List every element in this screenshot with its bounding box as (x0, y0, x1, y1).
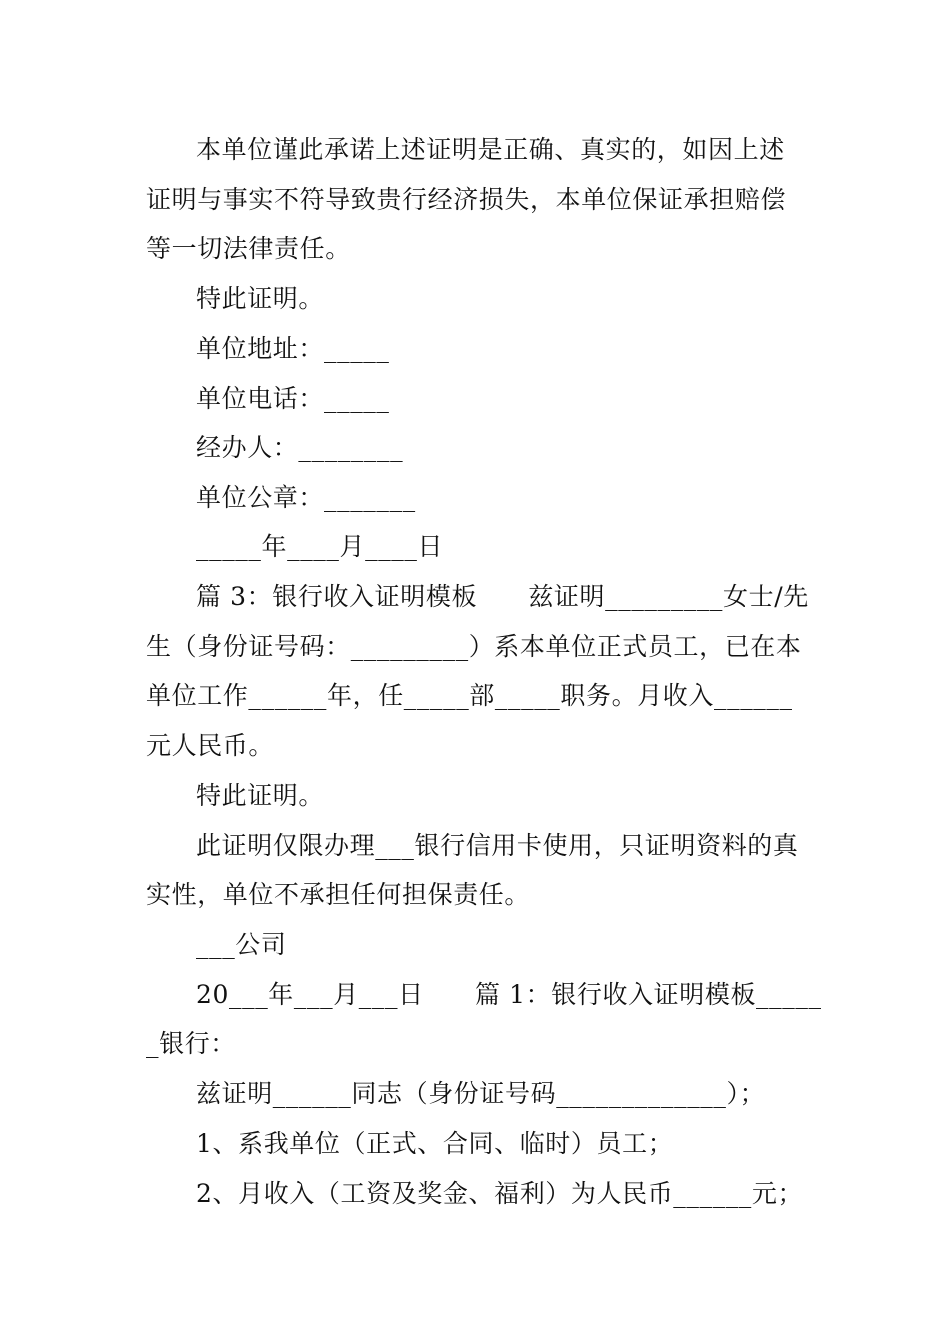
address-field-line: 单位地址：_____ (196, 334, 390, 363)
paragraph-line: 特此证明。 (196, 781, 325, 810)
seal-field-line: 单位公章：_______ (196, 483, 416, 512)
paragraph-line: 元人民币。 (146, 731, 275, 760)
company-line: ___公司 (196, 930, 287, 959)
paragraph-line: _银行： (146, 1029, 236, 1058)
paragraph-line: 单位工作______年，任_____部_____职务。月收入______ (146, 681, 793, 710)
date-line: _____年____月____日 (196, 532, 444, 561)
section-heading-line: 篇 3：银行收入证明模板 兹证明_________女士/先 (196, 582, 809, 611)
paragraph-line: 特此证明。 (196, 284, 325, 313)
list-item: 2、月收入（工资及奖金、福利）为人民币______元； (196, 1179, 804, 1208)
phone-field-line: 单位电话：_____ (196, 384, 390, 413)
paragraph-line: 等一切法律责任。 (146, 234, 351, 263)
paragraph-line: 兹证明______同志（身份证号码_____________）； (196, 1079, 766, 1108)
paragraph-line: 此证明仅限办理___银行信用卡使用，只证明资料的真 (196, 831, 799, 860)
paragraph-line: 本单位谨此承诺上述证明是正确、真实的，如因上述 (196, 135, 785, 164)
date-heading-line: 20___年___月___日 篇 1：银行收入证明模板_____ (196, 980, 822, 1009)
handler-field-line: 经办人：________ (196, 433, 404, 462)
paragraph-line: 实性，单位不承担任何担保责任。 (146, 880, 531, 909)
list-item: 1、系我单位（正式、合同、临时）员工； (196, 1129, 674, 1158)
paragraph-line: 生（身份证号码：_________）系本单位正式员工，已在本 (146, 632, 802, 661)
paragraph-line: 证明与事实不符导致贵行经济损失，本单位保证承担赔偿 (146, 185, 787, 214)
